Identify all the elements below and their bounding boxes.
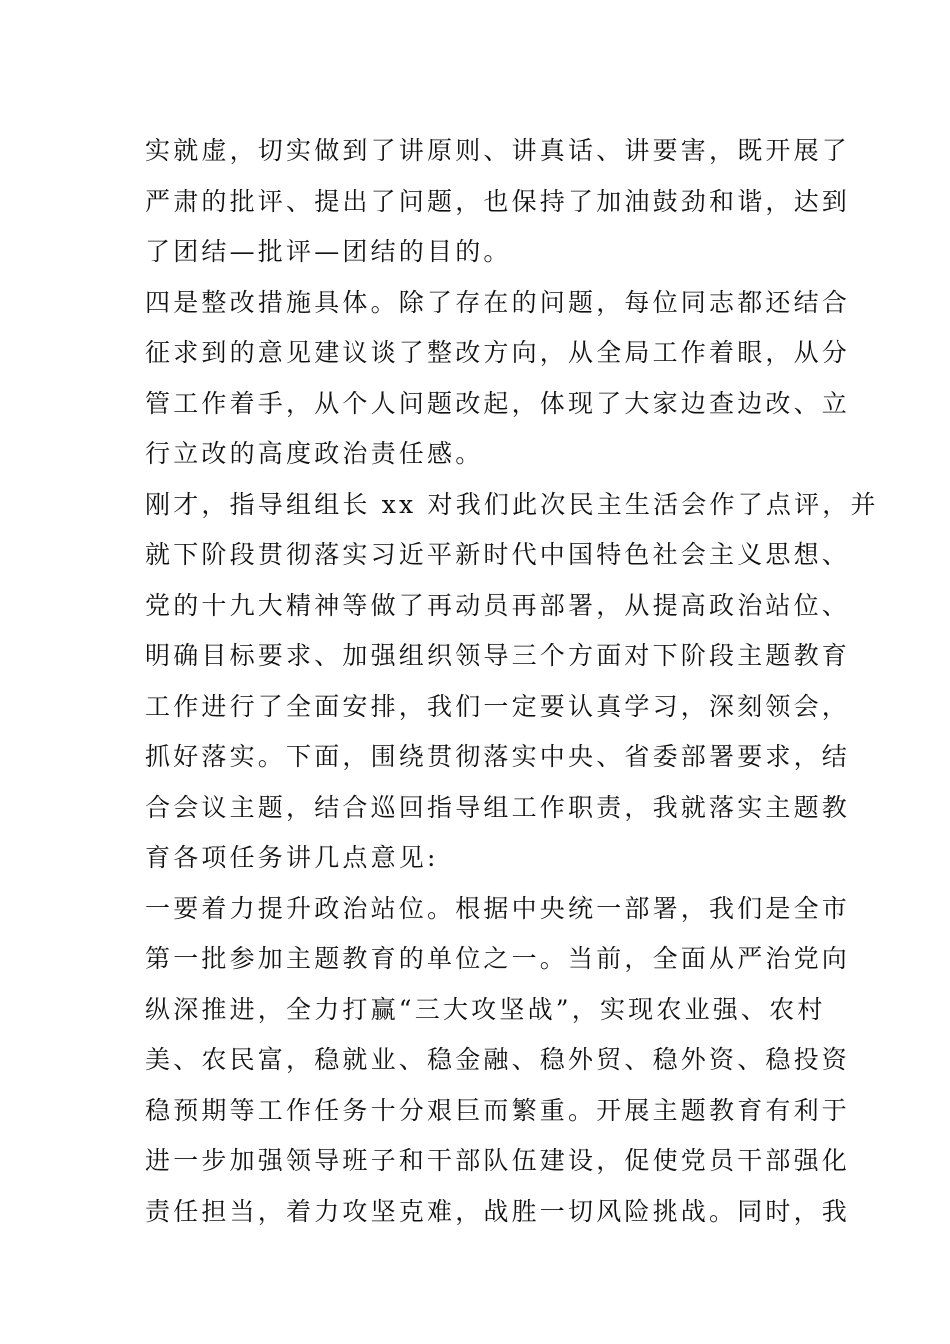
text-line-6: 管工作着手，从个人问题改起，体现了大家边查边改、立 — [145, 388, 851, 418]
text-line-1: 实就虚，切实做到了讲原则、讲真话、讲要害，既开展了 — [145, 136, 851, 165]
text-line-22: 责任担当，着力攻坚克难，战胜一切风险挑战。同时，我 — [145, 1196, 851, 1226]
text-line-16: 一要着力提升政治站位。根据中央统一部署，我们是全市 — [145, 893, 851, 923]
text-line-9: 就下阶段贯彻落实习近平新时代中国特色社会主义思想、 — [145, 540, 851, 569]
text-line-7: 行立改的高度政治责任感。 — [145, 439, 484, 468]
text-line-15: 育各项任务讲几点意见: — [145, 843, 439, 872]
text-line-13: 抓好落实。下面，围绕贯彻落实中央、省委部署要求，结 — [145, 742, 851, 771]
text-line-18: 纵深推进，全力打赢“三大攻坚战”，实现农业强、农村 — [145, 994, 826, 1024]
text-line-12: 工作进行了全面安排，我们一定要认真学习，深刻领会， — [145, 691, 851, 721]
text-line-4: 四是整改措施具体。除了存在的问题，每位同志都还结合 — [145, 287, 851, 317]
text-line-11: 明确目标要求、加强组织领导三个方面对下阶段主题教育 — [145, 641, 851, 670]
text-line-2: 严肃的批评、提出了问题，也保持了加油鼓劲和谐，达到 — [145, 186, 851, 216]
text-line-8: 刚才，指导组组长 xx 对我们此次民主生活会作了点评，并 — [145, 489, 879, 519]
text-line-10: 党的十九大精神等做了再动员再部署，从提高政治站位、 — [145, 590, 851, 620]
text-line-21: 进一步加强领导班子和干部队伍建设，促使党员干部强化 — [145, 1146, 851, 1175]
text-line-14: 合会议主题，结合巡回指导组工作职责，我就落实主题教 — [145, 792, 851, 822]
text-line-5: 征求到的意见建议谈了整改方向，从全局工作着眼，从分 — [145, 338, 851, 367]
text-line-19: 美、农民富，稳就业、稳金融、稳外贸、稳外资、稳投资 — [145, 1045, 851, 1074]
document-body — [145, 126, 879, 1237]
text-line-3: 了团结—批评—团结的目的。 — [145, 237, 512, 266]
text-line-17: 第一批参加主题教育的单位之一。当前，全面从严治党向 — [145, 944, 851, 973]
text-line-20: 稳预期等工作任务十分艰巨而繁重。开展主题教育有利于 — [145, 1095, 851, 1125]
